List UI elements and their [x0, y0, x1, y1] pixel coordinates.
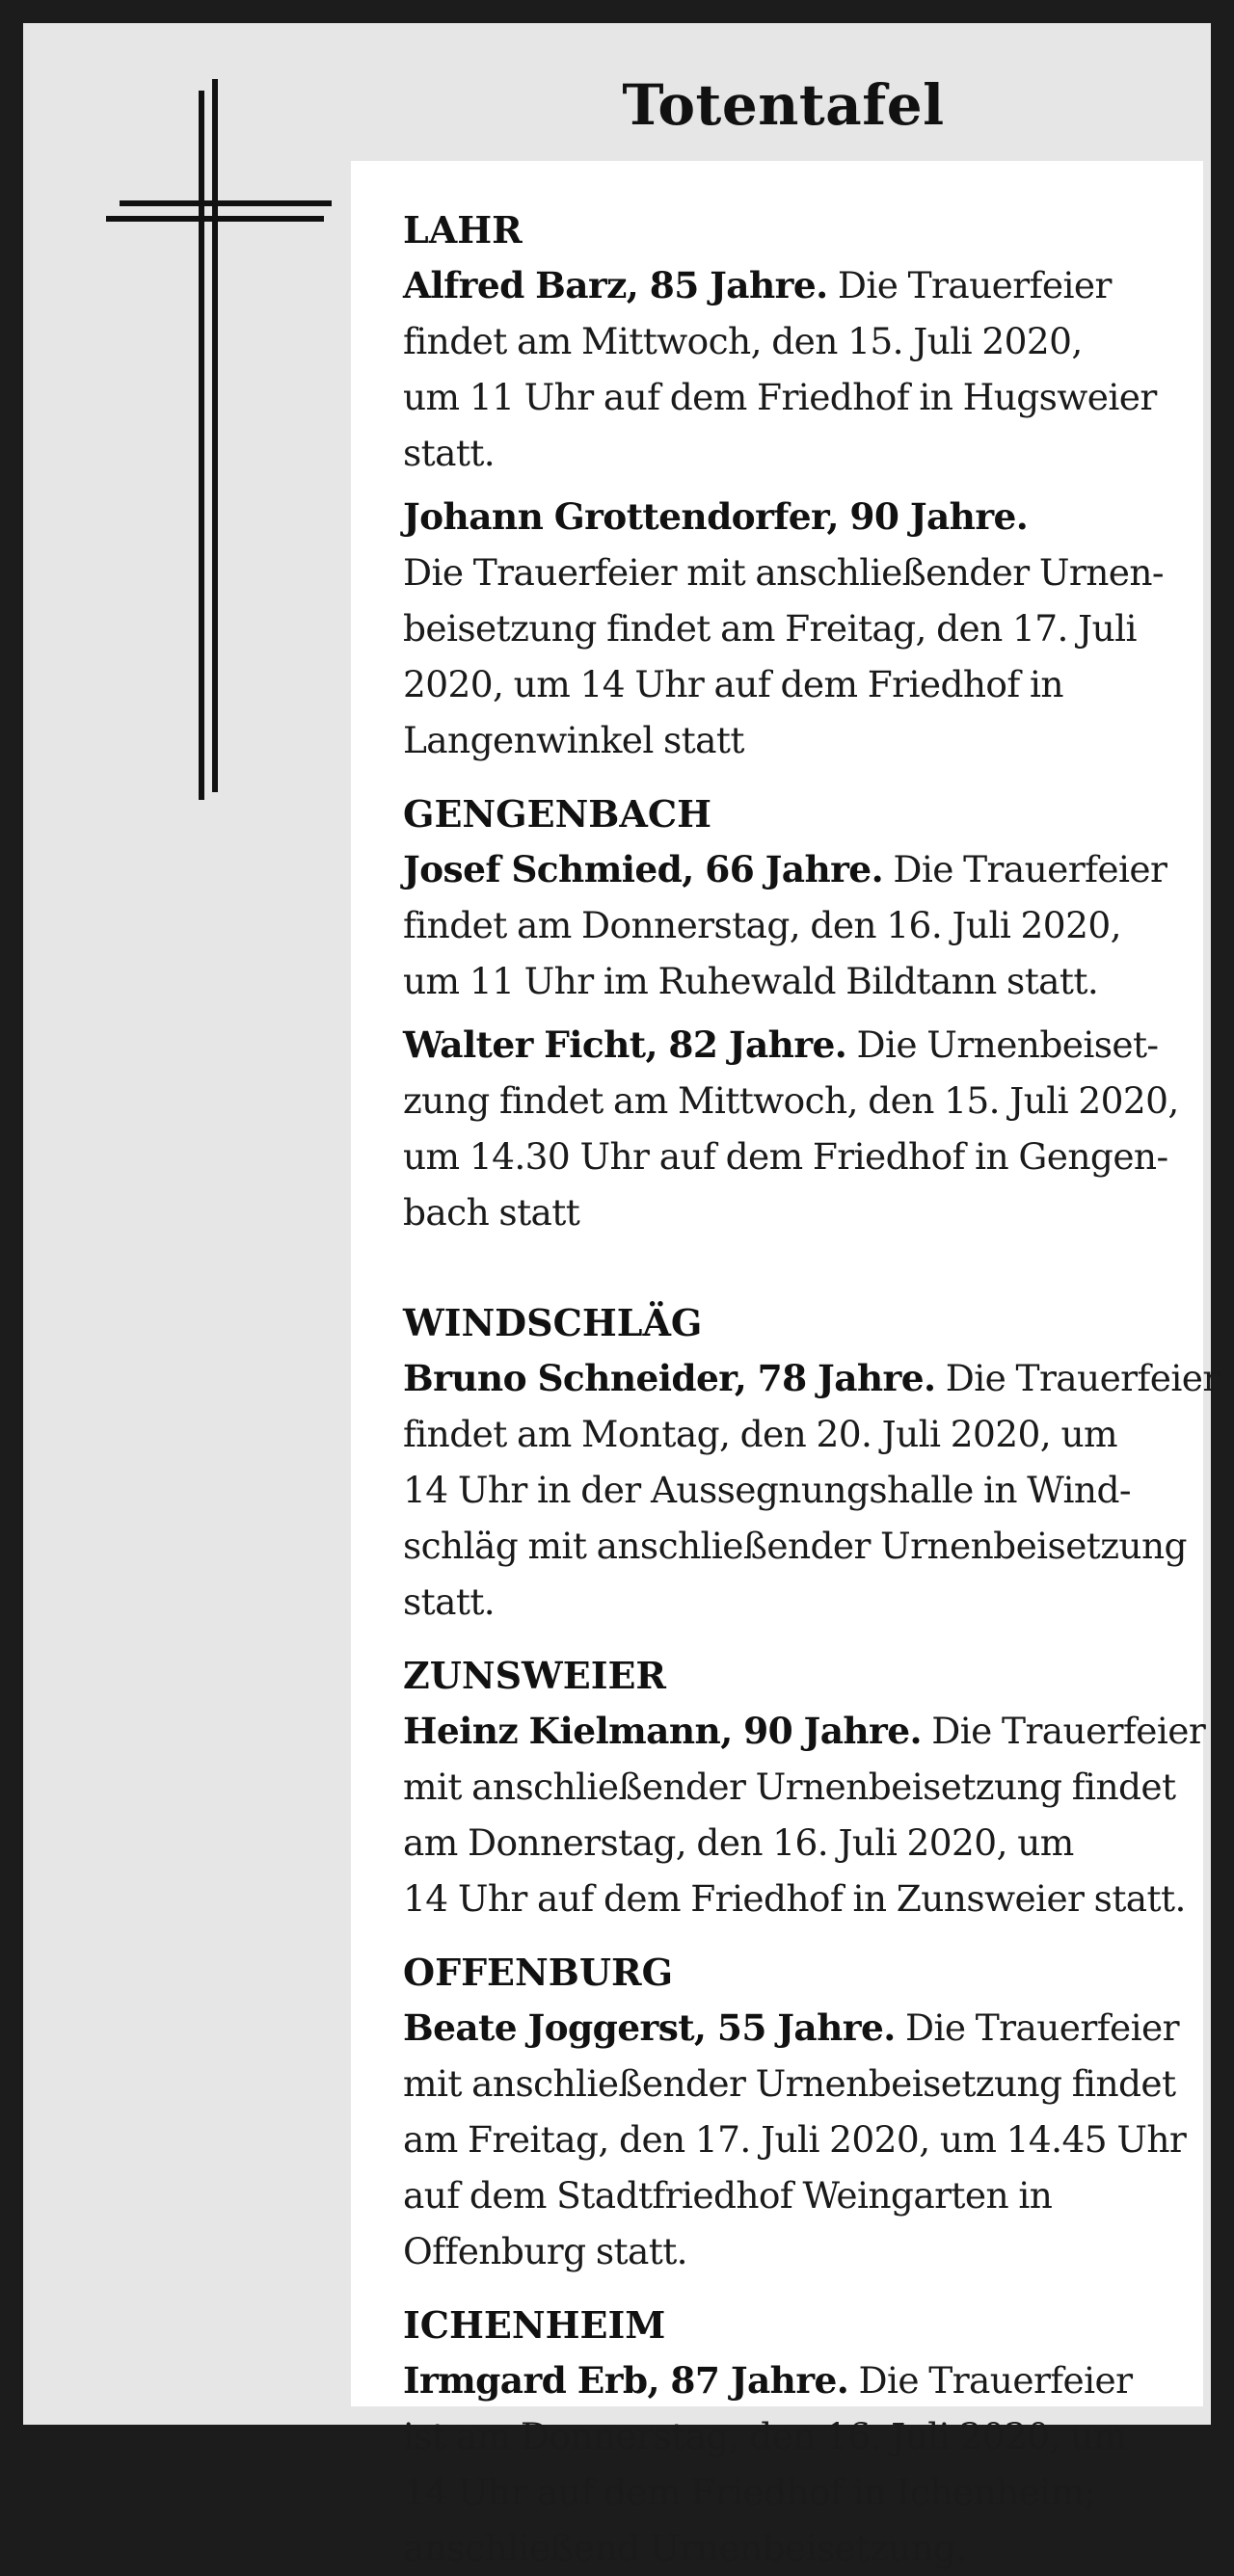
section-windschlaeg	[403, 1296, 1220, 1630]
deceased-name: Alfred Barz, 85 Jahre.	[403, 264, 828, 306]
obituary-entry	[403, 489, 1180, 768]
entry-text: Die Trauerfeier	[848, 2359, 1133, 2402]
section-offenburg	[403, 1946, 1187, 2279]
place-heading: OFFENBURG	[403, 1951, 674, 1994]
place-heading: ICHENHEIM	[403, 2303, 666, 2347]
entry-text: Langenwinkel statt	[403, 719, 744, 761]
entry-text: am Donnerstag, den 16. Juli 2020, um	[403, 1821, 1074, 1864]
obituary-entry	[403, 841, 1180, 1009]
section-lahr	[403, 203, 1180, 768]
deceased-name: Josef Schmied, 66 Jahre.	[403, 848, 884, 890]
place-heading: WINDSCHLÄG	[403, 1301, 703, 1344]
place-heading: GENGENBACH	[403, 792, 712, 836]
section-gengenbach	[403, 787, 1180, 1240]
entry-text: anschließend Urnenbeisetzung.	[403, 2527, 967, 2569]
entry-text: um 14.30 Uhr auf dem Friedhof in Gengen-	[403, 1135, 1168, 1178]
entry-text: 14 Uhr auf dem Friedhof in Zunsweier statt.	[403, 1877, 1186, 1920]
deceased-name: Bruno Schneider, 78 Jahre.	[403, 1357, 936, 1399]
entry-text: auf dem Stadtfriedhof Weingarten in	[403, 2174, 1053, 2217]
obituary-entry	[403, 2352, 1180, 2576]
obituary-entry	[403, 1350, 1220, 1630]
deceased-name: Beate Joggerst, 55 Jahre.	[403, 2006, 896, 2049]
obituary-board	[23, 23, 1220, 2569]
section-ichenheim	[403, 2298, 1180, 2576]
entry-text: am Freitag, den 17. Juli 2020, um 14.45 Uhr	[403, 2118, 1187, 2161]
entry-text: Die Trauerfeier	[895, 2006, 1179, 2049]
entry-text: Die Urnenbeiset-	[846, 1023, 1159, 1066]
obituary-entry	[403, 257, 1180, 481]
entry-text: schläg mit anschließender Urnenbeisetzung	[403, 1525, 1187, 1567]
entry-text: bach statt	[403, 1191, 580, 1234]
entry-text: um 11 Uhr im Ruhewald Bildtann statt.	[403, 960, 1099, 1002]
section-zunsweier	[403, 1649, 1206, 1926]
entry-text: Die Trauerfeier	[827, 264, 1112, 306]
page-title: Totentafel	[622, 72, 945, 138]
entry-text: Die Trauerfeier	[883, 848, 1167, 890]
entry-text: statt.	[403, 432, 496, 474]
entry-text: mit anschließender Urnenbeisetzung findet	[403, 1766, 1176, 1808]
entry-text: findet am Mittwoch, den 15. Juli 2020,	[403, 320, 1083, 362]
entry-text: zung findet am Mittwoch, den 15. Juli 2020,	[403, 1079, 1179, 1122]
entry-text: Offenburg statt.	[403, 2230, 687, 2272]
entry-text: 14 Uhr auf dem Friedhof in Ichenheim;	[403, 2471, 1096, 2513]
deceased-name: Walter Ficht, 82 Jahre.	[403, 1023, 847, 1066]
entry-text: Die Trauerfeier mit anschließender Urnen-	[403, 551, 1165, 594]
entry-text: 2020, um 14 Uhr auf dem Friedhof in	[403, 663, 1063, 705]
obituary-entry	[403, 2000, 1187, 2279]
entry-text: beisetzung findet am Freitag, den 17. Juli	[403, 607, 1137, 650]
cross-icon	[81, 62, 332, 823]
entry-text: ist am Donnerstag, den 16. Juli 2020, um	[403, 2415, 1127, 2457]
deceased-name: Irmgard Erb, 87 Jahre.	[403, 2359, 849, 2402]
entry-text: findet am Donnerstag, den 16. Juli 2020,	[403, 904, 1121, 946]
entry-text: Die Trauerfeier	[921, 1710, 1206, 1752]
obituary-entry	[403, 1703, 1206, 1926]
deceased-name: Johann Grottendorfer, 90 Jahre.	[403, 495, 1029, 538]
obituary-list	[351, 161, 1220, 2569]
place-heading: LAHR	[403, 208, 523, 252]
place-heading: ZUNSWEIER	[403, 1654, 667, 1697]
deceased-name: Heinz Kielmann, 90 Jahre.	[403, 1710, 922, 1752]
entry-text: Die Trauerfeier	[935, 1357, 1220, 1399]
entry-text: um 11 Uhr auf dem Friedhof in Hugsweier	[403, 376, 1157, 418]
entry-text: findet am Montag, den 20. Juli 2020, um	[403, 1413, 1117, 1455]
obituary-entry	[403, 1017, 1180, 1240]
entry-text: 14 Uhr in der Aussegnungshalle in Wind-	[403, 1469, 1131, 1511]
entry-text: statt.	[403, 1580, 496, 1623]
entry-text: mit anschließender Urnenbeisetzung findet	[403, 2062, 1176, 2105]
